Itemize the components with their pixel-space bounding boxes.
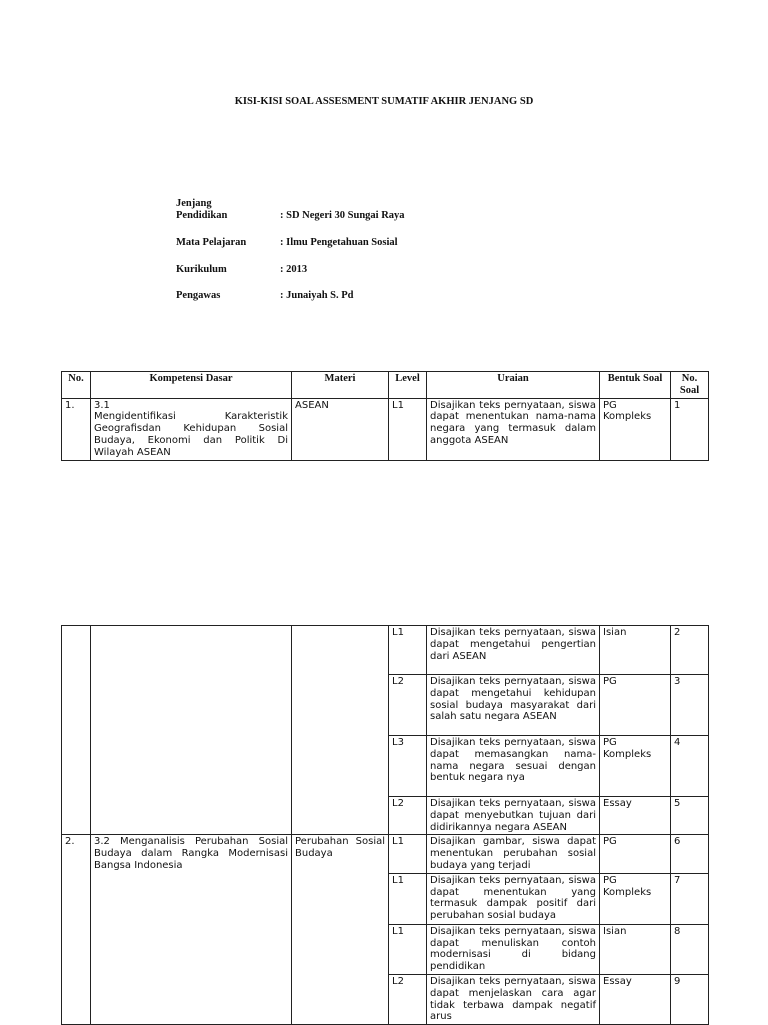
table-row — [62, 626, 709, 675]
cell-level: L2 — [389, 974, 427, 1024]
cell-nosoal: 9 — [671, 974, 709, 1024]
cell-uraian: Disajikan teks pernyataan, siswa dapat menentukan yang termasuk dampak positif dari perubahan sosial budaya — [427, 873, 600, 924]
cell-level: L3 — [389, 736, 427, 797]
cell-uraian: Disajikan teks pernyataan, siswa dapat mengetahui kehidupan sosial budaya masyarakat dari salah satu negara ASEAN — [427, 675, 600, 736]
info-value: : 2013 — [280, 264, 308, 275]
cell-level: L1 — [389, 626, 427, 675]
cell-no: 1. — [62, 398, 91, 460]
header-nosoal: No. Soal — [671, 372, 709, 399]
cell-bentuk: PG Kompleks — [600, 398, 671, 460]
table-row — [62, 835, 709, 873]
cell-bentuk: Isian — [600, 626, 671, 675]
header-kd: Kompetensi Dasar — [91, 372, 292, 399]
cell-bentuk: PG Kompleks — [600, 736, 671, 797]
kisi-kisi-table-1 — [61, 371, 709, 461]
cell-uraian: Disajikan teks pernyataan, siswa dapat memasangkan nama-nama negara sesuai dengan bentuk negara nya — [427, 736, 600, 797]
cell-bentuk: PG — [600, 835, 671, 873]
info-value: : Ilmu Pengetahuan Sosial — [280, 237, 398, 248]
kd-code: 3.1 — [94, 399, 110, 411]
cell-level: L1 — [389, 924, 427, 974]
cell-nosoal: 7 — [671, 873, 709, 924]
cell-kd: 3.2 Menganalisis Perubahan Sosial Budaya dalam Rangka Modernisasi Bangsa Indonesia — [91, 835, 292, 1025]
cell-nosoal: 2 — [671, 626, 709, 675]
cell-level: L2 — [389, 675, 427, 736]
cell-bentuk: PG Kompleks — [600, 873, 671, 924]
cell-no-empty — [62, 626, 91, 835]
cell-materi: Perubahan Sosial Budaya — [292, 835, 389, 1025]
header-level: Level — [389, 372, 427, 399]
cell-kd — [91, 398, 292, 460]
cell-uraian: Disajikan teks pernyataan, siswa dapat mengetahui pengertian dari ASEAN — [427, 626, 600, 675]
document-title: KISI-KISI SOAL ASSESMENT SUMATIF AKHIR JENJANG SD — [234, 96, 534, 107]
info-label: Kurikulum — [176, 264, 227, 275]
cell-level: L1 — [389, 873, 427, 924]
cell-uraian: Disajikan gambar, siswa dapat menentukan perubahan sosial budaya yang terjadi — [427, 835, 600, 873]
cell-uraian: Disajikan teks pernyataan, siswa dapat menyebutkan tujuan dari didirikannya negara ASEAN — [427, 797, 600, 835]
info-label: Mata Pelajaran — [176, 237, 247, 248]
cell-bentuk: PG — [600, 675, 671, 736]
cell-no: 2. — [62, 835, 91, 1025]
info-label: Pengawas — [176, 290, 221, 301]
header-bentuk: Bentuk Soal — [600, 372, 671, 399]
cell-uraian: Disajikan teks pernyataan, siswa dapat menuliskan contoh modernisasi di bidang pendidikan — [427, 924, 600, 974]
cell-nosoal: 8 — [671, 924, 709, 974]
header-uraian: Uraian — [427, 372, 600, 399]
header-materi: Materi — [292, 372, 389, 399]
cell-level: L2 — [389, 797, 427, 835]
cell-uraian: Disajikan teks pernyataan, siswa dapat menjelaskan cara agar tidak terbawa dampak negatif arus — [427, 974, 600, 1024]
cell-level: L1 — [389, 398, 427, 460]
info-value: : Junaiyah S. Pd — [280, 290, 354, 301]
cell-uraian: Disajikan teks pernyataan, siswa dapat menentukan nama-nama negara yang termasuk dalam anggota ASEAN — [427, 398, 600, 460]
info-value: : SD Negeri 30 Sungai Raya — [280, 210, 405, 221]
cell-nosoal: 4 — [671, 736, 709, 797]
cell-nosoal: 5 — [671, 797, 709, 835]
cell-bentuk: Essay — [600, 797, 671, 835]
cell-bentuk: Essay — [600, 974, 671, 1024]
cell-nosoal: 6 — [671, 835, 709, 873]
cell-kd-empty — [91, 626, 292, 835]
header-no: No. — [62, 372, 91, 399]
cell-bentuk: Isian — [600, 924, 671, 974]
kisi-kisi-table-2 — [61, 625, 709, 1025]
info-label: Jenjang Pendidikan — [176, 198, 228, 221]
kd-text: Mengidentifikasi Karakteristik Geografisdan Kehidupan Sosial Budaya, Ekonomi dan Politik Di Wilayah ASEAN — [94, 411, 288, 458]
table-row — [62, 398, 709, 460]
table-header-row — [62, 372, 709, 399]
cell-materi-empty — [292, 626, 389, 835]
cell-nosoal: 1 — [671, 398, 709, 460]
cell-level: L1 — [389, 835, 427, 873]
cell-nosoal: 3 — [671, 675, 709, 736]
cell-materi: ASEAN — [292, 398, 389, 460]
